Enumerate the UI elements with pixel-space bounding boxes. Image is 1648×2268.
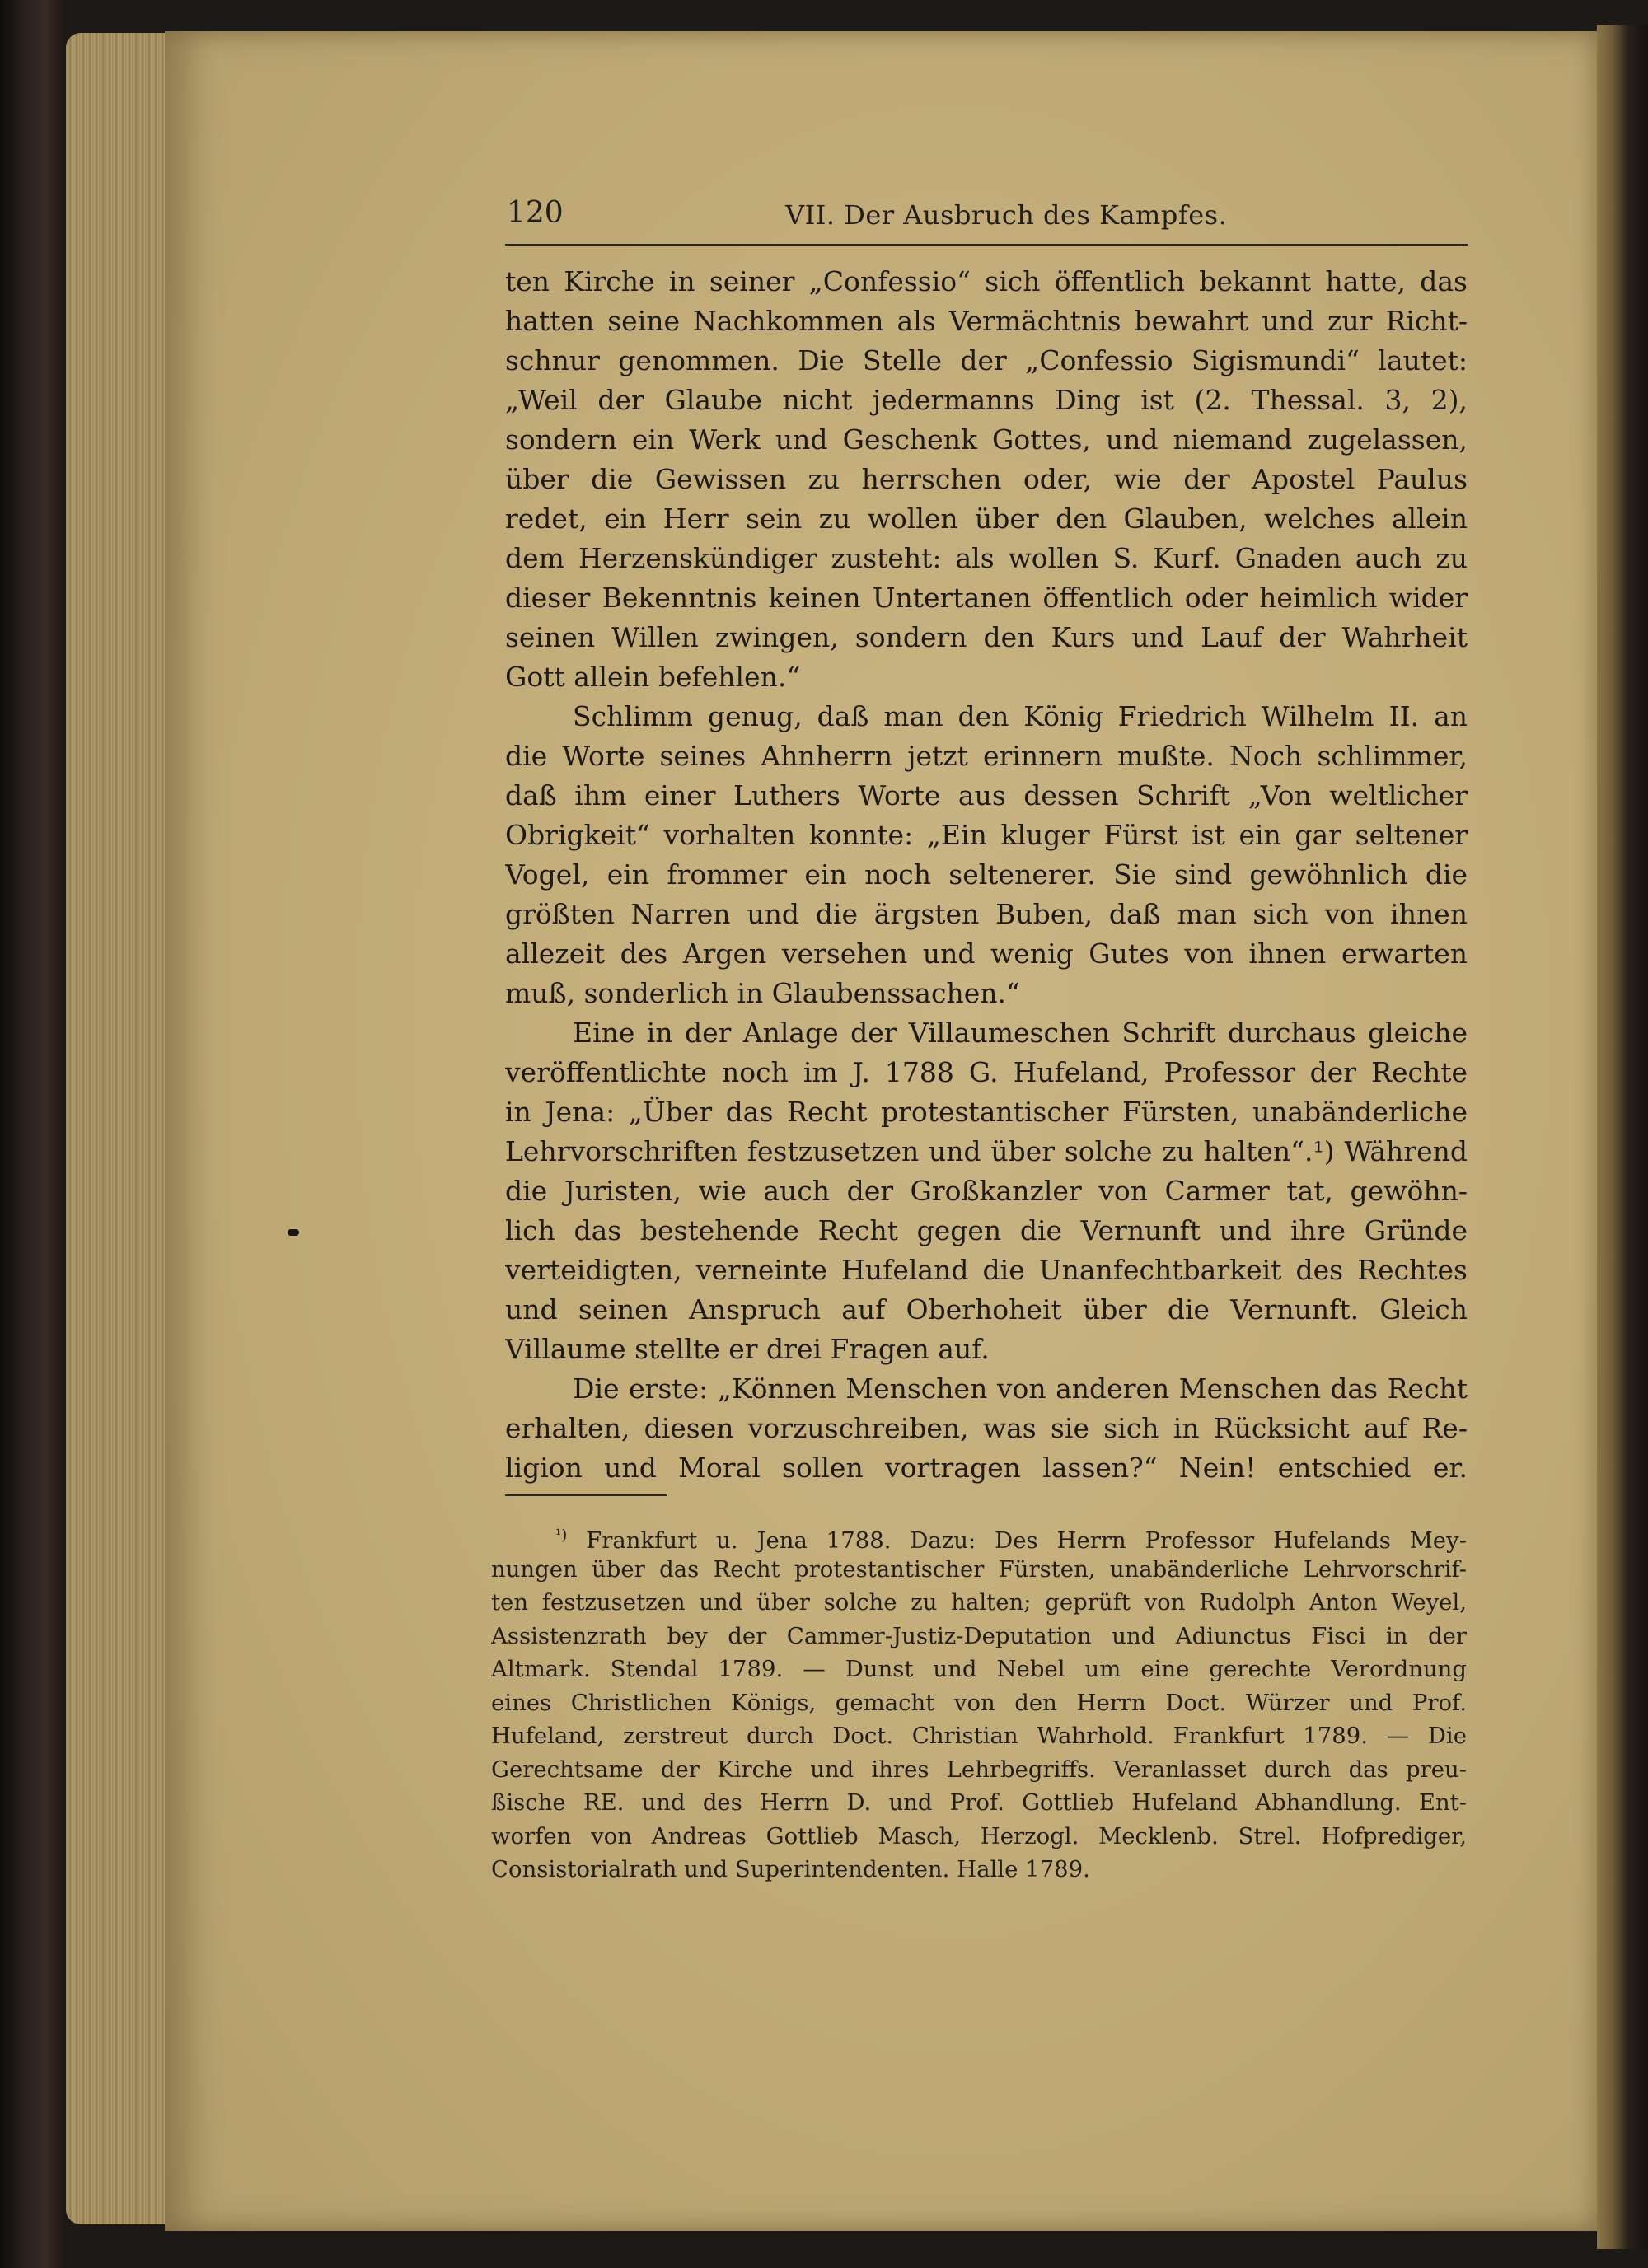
text-line: seinen Willen zwingen, sondern den Kurs und Lauf der Wahrheit <box>505 621 1468 653</box>
footnote-marker: ¹) <box>555 1527 568 1544</box>
text-line: die Juristen, wie auch der Großkanzler von Carmer tat, gewöhn- <box>505 1175 1468 1207</box>
footnote-line: Altmark. Stendal 1789. — Dunst und Nebel um eine gerechte Verordnung <box>491 1656 1467 1682</box>
text-line: erhalten, diesen vorzuschreiben, was sie sich in Rücksicht auf Re- <box>505 1412 1468 1444</box>
book-binding <box>0 0 66 2268</box>
chapter-title: VII. Der Ausbruch des Kampfes. <box>785 199 1228 231</box>
footnote <box>491 1519 1467 1887</box>
text-line: dem Herzenskündiger zusteht: als wollen S. Kurf. Gnaden auch zu <box>505 542 1468 574</box>
page-number: 120 <box>507 196 564 230</box>
margin-ink-mark <box>288 1229 299 1236</box>
text-line: über die Gewissen zu herrschen oder, wie der Apostel Paulus <box>505 463 1468 495</box>
paragraph-start-line: Schlimm genug, daß man den König Friedrich Wilhelm II. an <box>573 700 1468 732</box>
text-line: schnur genommen. Die Stelle der „Confessio Sigismundi“ lautet: <box>505 344 1468 376</box>
main-text <box>505 262 1468 1488</box>
text-line: die Worte seines Ahnherrn jetzt erinnern mußte. Noch schlimmer, <box>505 740 1468 772</box>
paragraph-start-line: Eine in der Anlage der Villaumeschen Schrift durchaus gleiche <box>573 1017 1468 1049</box>
text-line: ten Kirche in seiner „Confessio“ sich öffentlich bekannt hatte, das <box>505 265 1468 297</box>
text-line: größten Narren und die ärgsten Buben, daß man sich von ihnen <box>505 898 1468 930</box>
footnote-line: Gerechtsame der Kirche und ihres Lehrbegriffs. Veranlasset durch das preu- <box>491 1756 1467 1783</box>
text-line: veröffentlichte noch im J. 1788 G. Hufeland, Professor der Rechte <box>505 1056 1468 1088</box>
footnote-line: nungen über das Recht protestantischer Fürsten, unabänderliche Lehrvorschrif- <box>491 1555 1467 1583</box>
running-header <box>505 196 1468 246</box>
text-line: in Jena: „Über das Recht protestantischer Fürsten, unabänderliche <box>505 1096 1468 1128</box>
text-line: Obrigkeit“ vorhalten konnte: „Ein kluger Fürst ist ein gar seltener <box>505 819 1468 851</box>
text-line: Villaume stellte er drei Fragen auf. <box>505 1333 990 1365</box>
footnote-divider <box>505 1494 667 1496</box>
footnote-line: Assistenzrath bey der Cammer-Justiz-Deputation und Adiunctus Fisci in der <box>491 1622 1467 1649</box>
text-line: Lehrvorschriften festzusetzen und über solche zu halten“.¹) Während <box>505 1135 1468 1167</box>
text-line: Gott allein befehlen.“ <box>505 661 801 693</box>
text-line: dieser Bekenntnis keinen Untertanen öffentlich oder heimlich wider <box>505 582 1468 614</box>
facing-page-edge <box>1597 25 1648 2249</box>
footnote-line: ßische RE. und des Herrn D. und Prof. Gottlieb Hufeland Abhandlung. Ent- <box>491 1789 1467 1816</box>
text-line: sondern ein Werk und Geschenk Gottes, und niemand zugelassen, <box>505 423 1468 456</box>
footnote-line-first <box>491 1519 1467 1553</box>
footnote-line: Hufeland, zerstreut durch Doct. Christian Wahrhold. Frankfurt 1789. — Die <box>491 1723 1467 1749</box>
text-line: daß ihm einer Luthers Worte aus dessen Schrift „Von weltlicher <box>505 779 1468 811</box>
text-line: lich das bestehende Recht gegen die Vernunft und ihre Gründe <box>505 1214 1468 1246</box>
paragraph-start-line: Die erste: „Können Menschen von anderen Menschen das Recht <box>573 1372 1468 1405</box>
text-line: muß, sonderlich in Glaubenssachen.“ <box>505 977 1020 1009</box>
text-line: Vogel, ein frommer ein noch seltenerer. Sie sind gewöhnlich die <box>505 858 1468 891</box>
text-line: verteidigten, verneinte Hufeland die Unanfechtbarkeit des Rechtes <box>505 1254 1468 1286</box>
footnote-line: eines Christlichen Königs, gemacht von den Herrn Doct. Würzer und Prof. <box>491 1689 1467 1716</box>
text-line: und seinen Anspruch auf Oberhoheit über die Vernunft. Gleich <box>505 1293 1468 1326</box>
text-line: ligion und Moral sollen vortragen lassen?“ Nein! entschied er. <box>505 1452 1468 1484</box>
text-line: allezeit des Argen versehen und wenig Gutes von ihnen erwarten <box>505 938 1468 970</box>
text-line: redet, ein Herr sein zu wollen über den Glauben, welches allein <box>505 503 1468 535</box>
text-line: „Weil der Glaube nicht jedermanns Ding ist (2. Thessal. 3, 2), <box>505 384 1468 416</box>
footnote-line: Consistorialrath und Superintendenten. Halle 1789. <box>491 1856 1090 1882</box>
footnote-line: ten festzusetzen und über solche zu halten; geprüft von Rudolph Anton Weyel, <box>491 1589 1467 1616</box>
footnote-text: Frankfurt u. Jena 1788. Dazu: Des Herrn Professor Hufelands Mey- <box>586 1527 1467 1553</box>
footnote-line: worfen von Andreas Gottlieb Masch, Herzogl. Mecklenb. Strel. Hofprediger, <box>491 1822 1467 1849</box>
text-line: hatten seine Nachkommen als Vermächtnis bewahrt und zur Richt- <box>505 305 1468 337</box>
